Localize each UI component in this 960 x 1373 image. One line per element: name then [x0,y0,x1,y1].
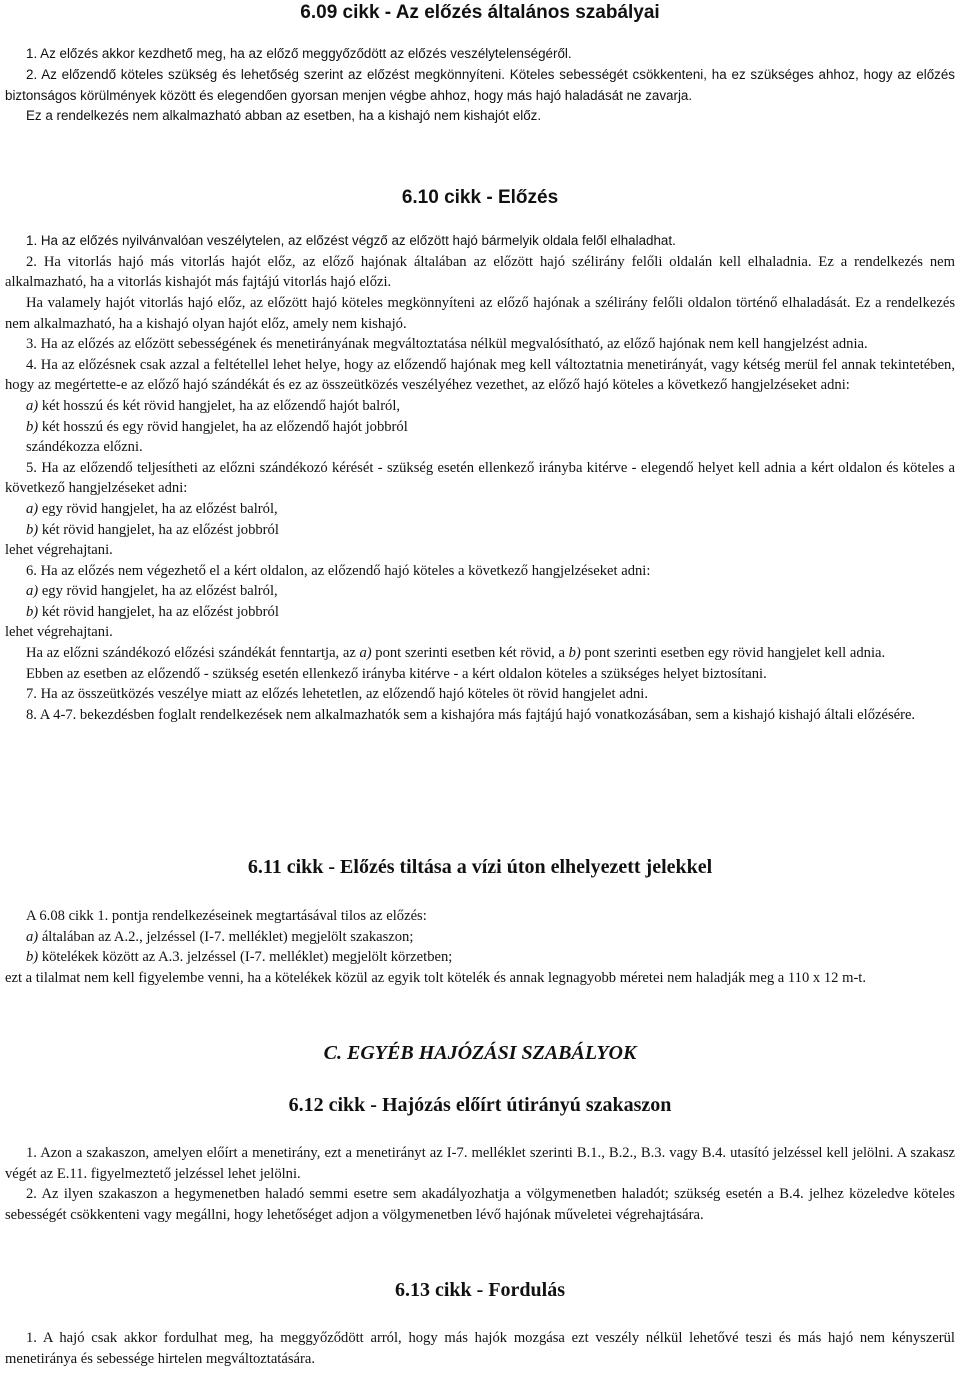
item-marker: b) [568,645,581,662]
item-marker: a) [26,928,39,945]
item-marker: b) [26,949,39,966]
section-6-10-body [5,231,955,725]
section-6-13-body [5,1328,955,1369]
item-marker: a) [359,645,372,662]
paragraph: lehet végrehajtani. [5,542,113,559]
paragraph [5,643,955,664]
section-6-09-body [5,44,955,127]
paragraph: 1. Az előzés akkor kezdhető meg, ha az előző meggyőződött az előzés veszélytelenségéről. [26,46,572,61]
paragraph: 1. Azon a szakaszon, amelyen előírt a menetirány, ezt a menetirányt az I-7. melléklet szerinti B.1., B.2., B.3. vagy B.4. utasító jelzéssel kell jelölni. A szakasz végét az E.11. figyelmeztető jelzéssel lehet jelölni. [5,1145,955,1182]
section-6-12-body [5,1143,955,1225]
item-text: két rövid hangjelet, ha az előzést jobbról [38,603,279,620]
part-title: C. EGYÉB HAJÓZÁSI SZABÁLYOK [323,1042,637,1064]
paragraph: 8. A 4-7. bekezdésben foglalt rendelkezések nem alkalmazhatók sem a kishajóra más fajtájú hajó vonatkozásában, sem a kishajó kishajó általi előzésére. [26,706,916,723]
paragraph: Ebben az esetben az előzendő - szükség esetén ellenkező irányba kitérve - a kért oldalon köteles a szükséges helyet biztosítani. [26,665,767,682]
section-title: 6.13 cikk - Fordulás [394,1279,566,1301]
item-marker: b) [26,521,39,538]
list-item [5,520,955,541]
section-title: 6.09 cikk - Az előzés általános szabályai [300,2,660,23]
section-6-12 [5,1093,955,1117]
paragraph: 4. Ha az előzésnek csak azzal a feltétellel lehet helye, hogy az előzendő hajónak meg kell változtatnia menetirányát, vagy kétség merül fel annak tekintetében, hogy az megértette-e az előző hajó szándékát és ez az összeütközés veszélyéhez vezethet, az előző hajó köteles a következő hangjelzéseket adni: [5,356,955,394]
list-item [5,396,955,417]
list-item [5,417,955,438]
section-6-13 [5,1278,955,1302]
part-c [5,1040,955,1066]
paragraph: 3. Ha az előzés az előzött sebességének és menetirányának megváltoztatása nélkül megvalósítható, az előző hajónak nem kell hangjelzést adnia. [26,336,868,353]
text-run: Ha az előzni szándékozó előzési szándékát fenntartja, az [26,645,360,662]
paragraph: 1. Ha az előzés nyilvánvalóan veszélytelen, az előzést végző az előzött hajó bármelyik oldala felől elhaladhat. [26,233,676,248]
paragraph: 7. Ha az összeütközés veszélye miatt az előzés lehetetlen, az előzendő hajó köteles öt rövid hangjelet adni. [26,686,649,703]
item-text: általában az A.2., jelzéssel (I-7. melléklet) megjelölt szakaszon; [38,928,414,945]
item-text: kötelékek között az A.3. jelzéssel (I-7. melléklet) megjelölt körzetben; [38,949,453,966]
section-title: 6.12 cikk - Hajózás előírt útirányú szakaszon [288,1094,672,1116]
text-run: pont szerinti esetben két rövid, a [371,645,569,662]
paragraph: 2. Ha vitorlás hajó más vitorlás hajót előz, az előző hajónak általában az előzött hajó szélirány felőli oldalán kell elhaladnia. Ez a rendelkezés nem alkalmazható, ha a vitorlás kishajót más fajtájú vitorlás hajó előzi. [5,253,955,291]
paragraph: 2. Az előzendő köteles szükség és lehetőség szerint az előzést megkönnyíteni. Köteles sebességét csökkenteni, ha ez szükséges ahhoz, hogy az előzés biztonságos körülmények között és elegendően gyorsan menjen végbe ahhoz, hogy más hajó haladását ne zavarja. [5,66,955,103]
item-text: egy rövid hangjelet, ha az előzést balról, [38,583,278,600]
paragraph: 6. Ha az előzés nem végezhető el a kért oldalon, az előzendő hajó köteles a következő hangjelzéseket adni: [26,562,651,579]
paragraph: szándékozza előzni. [26,439,143,456]
list-item [5,927,955,948]
text-run: pont szerinti esetben egy rövid hangjelet kell adnia. [580,645,886,662]
list-item [5,947,955,968]
item-marker: a) [26,583,39,600]
paragraph: ezt a tilalmat nem kell figyelembe venni, ha a kötelékek közül az egyik tolt kötelék és annak legnagyobb méretei nem haladják meg a 110 x 12 m-t. [5,969,867,986]
paragraph: 2. Az ilyen szakaszon a hegymenetben haladó semmi esetre sem akadályozhatja a völgymenetben haladót; szükség esetén a B.4. jelhez közeledve köteles sebességét csökkenteni vagy megállni, hogy lehetőséget adjon a völgymenetben lévő hajónak műveletei végrehajtására. [5,1186,955,1223]
section-title: 6.11 cikk - Előzés tiltása a vízi úton elhelyezett jelekkel [247,856,713,878]
item-text: egy rövid hangjelet, ha az előzést balról, [38,500,278,517]
section-6-11 [5,855,955,879]
section-6-11-body [5,906,955,988]
item-marker: b) [26,418,39,435]
paragraph: A 6.08 cikk 1. pontja rendelkezéseinek megtartásával tilos az előzés: [26,908,427,924]
item-marker: b) [26,603,39,620]
section-6-10 [5,187,955,209]
paragraph: lehet végrehajtani. [5,624,113,641]
section-6-09 [5,2,955,24]
paragraph: Ez a rendelkezés nem alkalmazható abban az esetben, ha a kishajó nem kishajót előz. [26,108,542,124]
item-text: két rövid hangjelet, ha az előzést jobbról [38,521,279,538]
paragraph: Ha valamely hajót vitorlás hajó előz, az előzött hajó köteles megkönnyíteni az előző hajónak a szélirány felőli oldalon történő elhaladását. Ez a rendelkezés nem alkalmazható, ha a kishajó olyan hajót előz, amely nem kishajó. [5,294,955,332]
section-title: 6.10 cikk - Előzés [401,187,559,208]
item-marker: a) [26,500,39,517]
item-text: két hosszú és egy rövid hangjelet, ha az előzendő hajót jobbról [38,418,408,435]
item-marker: a) [26,397,39,414]
list-item [5,581,955,602]
paragraph: 5. Ha az előzendő teljesítheti az előzni szándékozó kérését - szükség esetén ellenkező irányba kitérve - elegendő helyet kell adnia a kért oldalon és köteles a következő hangjelzéseket adni: [5,459,955,497]
paragraph: 1. A hajó csak akkor fordulhat meg, ha meggyőződött arról, hogy más hajók mozgása ezt veszély nélkül lehetővé teszi és más hajó nem kényszerül menetiránya és sebessége hirtelen megváltoztatására. [5,1330,955,1367]
list-item [5,602,955,623]
list-item [5,499,955,520]
item-text: két hosszú és két rövid hangjelet, ha az előzendő hajót balról, [38,397,401,414]
